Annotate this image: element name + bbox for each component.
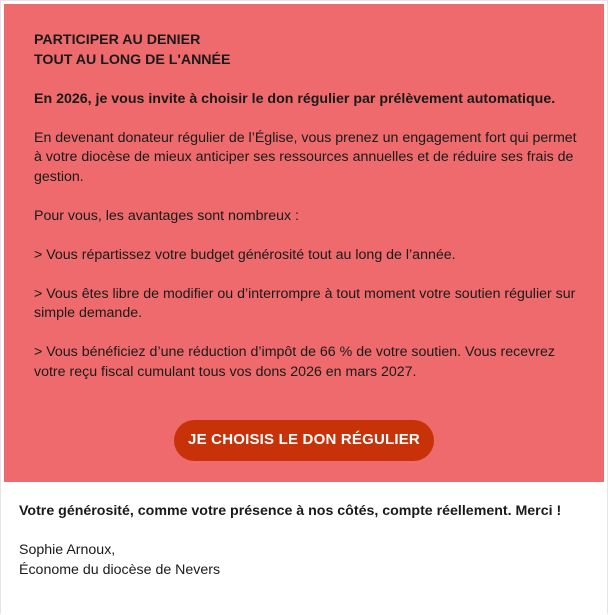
panel-content <box>34 31 582 382</box>
advantage-item-budget: > Vous répartissez votre budget générosité tout au long de l’année. <box>34 246 456 263</box>
panel-lead: En 2026, je vous invite à choisir le don régulier par prélèvement automatique. <box>34 90 556 107</box>
cta-wrapper <box>4 420 604 461</box>
signature-name: Sophie Arnoux, <box>19 542 116 558</box>
panel-paragraph-advantages: Pour vous, les avantages sont nombreux : <box>34 207 299 224</box>
panel-title-line1: PARTICIPER AU DENIER <box>34 32 201 48</box>
advantage-item-flexibility: > Vous êtes libre de modifier ou d’interrompre à tout moment votre soutien régulier sur simple demande. <box>34 285 576 321</box>
panel-title-line2: TOUT AU LONG DE L'ANNÉE <box>34 51 231 68</box>
signature-role: Économe du diocèse de Nevers <box>19 561 221 578</box>
advantage-item-tax: > Vous bénéficiez d’une réduction d’impôt de 66 % de votre soutien. Vous recevrez votre reçu fiscal cumulant tous vos dons 2026 en mars 2027. <box>34 344 555 380</box>
spacer <box>34 70 582 90</box>
spacer <box>34 324 582 344</box>
denier-panel <box>4 4 604 482</box>
spacer <box>34 226 582 246</box>
thanks-message: Votre générosité, comme votre présence à nos côtés, compte réellement. Merci ! <box>19 503 562 519</box>
spacer <box>19 522 589 542</box>
spacer <box>34 265 582 285</box>
spacer <box>34 187 582 207</box>
spacer <box>34 109 582 129</box>
footer <box>19 502 589 580</box>
choose-regular-donation-button[interactable]: JE CHOISIS LE DON RÉGULIER <box>174 420 434 461</box>
panel-paragraph-engagement: En devenant donateur régulier de l’Église, vous prenez un engagement fort qui permet à votre diocèse de mieux anticiper ses ressources annuelles et de réduire ses frais de gestion. <box>34 129 577 185</box>
